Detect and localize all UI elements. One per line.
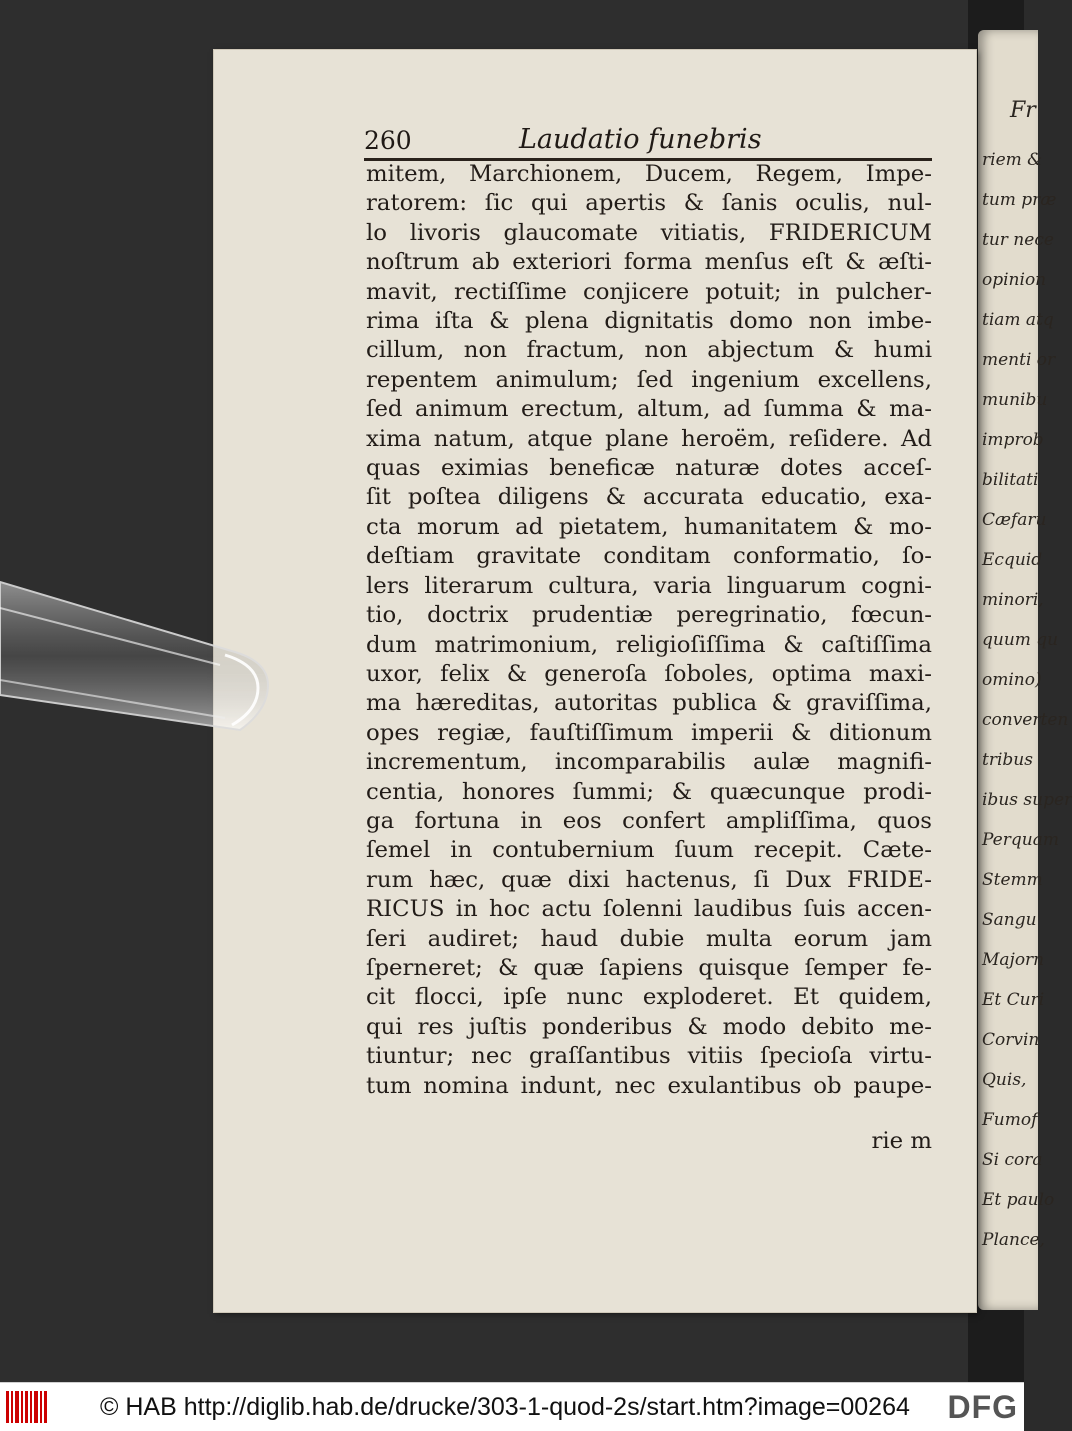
text-line: mitem, Marchionem, Ducem, Regem, Impe-	[366, 161, 932, 187]
facing-line: Ecquid	[982, 550, 1043, 570]
facing-line: Sangu	[982, 910, 1037, 930]
body-text	[366, 160, 932, 1101]
viewer-footer	[0, 1382, 1024, 1431]
facing-line: Plance,	[982, 1230, 1045, 1250]
text-line: lo livoris glaucomate vitiatis, FRIDERICUM	[366, 219, 932, 246]
text-line: cit flocci, ipſe nunc exploderet. Et quidem,	[366, 984, 932, 1011]
text-line: ſit poſtea diligens & accurata educatio, exa-	[366, 484, 932, 511]
text-line: ratorem: ſic qui apertis & ſanis oculis, nul-	[366, 190, 932, 217]
facing-line: Majorn	[982, 950, 1045, 970]
facing-line: munibu	[982, 390, 1048, 410]
text-line: deſtiam gravitate conditam conformatio, ſo-	[366, 543, 932, 570]
text-line: RICUS in hoc actu ſolenni laudibus ſuis accen-	[366, 896, 932, 923]
text-line: xima natum, atque plane heroëm, reſidere. Ad	[366, 425, 932, 452]
text-line: opes regiæ, fauſtiſſimum imperii & ditionum	[366, 719, 932, 746]
facing-line: Et Curi	[982, 990, 1045, 1010]
facing-line: bilitati	[982, 470, 1039, 490]
text-line: tio, doctrix prudentiæ peregrinatio, fœcun-	[366, 602, 932, 629]
text-line: repentem animulum; ſed ingenium excellens,	[366, 366, 932, 393]
text-line: ga fortuna in eos confert ampliſſima, quos	[366, 807, 932, 834]
facing-line: Quis,	[982, 1070, 1027, 1090]
facing-line: tur nece	[982, 230, 1054, 250]
text-line: quas eximias beneficæ naturæ dotes acceſ-	[366, 455, 932, 482]
running-title: Laudatio funebris	[519, 124, 762, 155]
text-line: rum hæc, quæ dixi hactenus, ſi Dux FRIDE-	[366, 866, 932, 893]
text-line: cillum, non fractum, non abjectum & humi	[366, 337, 932, 364]
facing-line: tribus	[982, 750, 1033, 770]
facing-line: riem &	[982, 150, 1043, 170]
glass-clip-icon	[0, 570, 275, 750]
text-line: incrementum, incomparabilis aulæ magnifi-	[366, 749, 932, 776]
facing-line: Corvin	[982, 1030, 1040, 1050]
text-line: uxor, felix & generoſa ſoboles, optima maxi-	[366, 660, 932, 687]
facing-line: tum præ	[982, 190, 1057, 210]
page-number: 260	[364, 126, 412, 155]
page-header	[364, 120, 954, 160]
facing-line: Et paulo	[982, 1190, 1055, 1210]
text-line: tiuntur; nec graſſantibus vitiis ſpecioſa virtu-	[366, 1043, 932, 1070]
text-line: mavit, rectiſſime conjicere potuit; in pulcher-	[366, 278, 932, 305]
facing-header: Fr	[1010, 98, 1036, 123]
facing-line: minori,	[982, 590, 1044, 610]
text-line: cta morum ad pietatem, humanitatem & mo-	[366, 513, 932, 540]
text-line: rima iſta & plena dignitatis domo non imbe-	[366, 308, 932, 335]
facing-line: converten	[982, 710, 1069, 730]
text-line: qui res juſtis ponderibus & modo debito me-	[366, 1013, 932, 1040]
text-line: ma hæreditas, autoritas publica & graviſſima,	[366, 690, 932, 717]
text-line: ſperneret; & quæ ſapiens quisque ſemper fe-	[366, 954, 932, 981]
text-line: ſeri audiret; haud dubie multa eorum jam	[366, 925, 932, 952]
credit-link[interactable]: © HAB http://diglib.hab.de/drucke/303-1-quod-2s/start.htm?image=00264	[100, 1393, 910, 1421]
text-line: centia, honores ſummi; & quæcunque prodi-	[366, 778, 932, 805]
book-page	[214, 50, 976, 1312]
facing-line: omino)	[982, 670, 1042, 690]
facing-line: menti or	[982, 350, 1056, 370]
facing-line: Si cora	[982, 1150, 1043, 1170]
facing-line: Fumof	[982, 1110, 1038, 1130]
facing-page	[978, 30, 1072, 1310]
dfg-logo: DFG	[947, 1389, 1018, 1425]
facing-line: improb	[982, 430, 1044, 450]
facing-line: Stemm	[982, 870, 1043, 890]
text-line: dum matrimonium, religioſiſſima & caſtiſſima	[366, 631, 932, 658]
facing-line: opinion	[982, 270, 1047, 290]
text-line: tum nomina indunt, nec exulantibus ob paupe-	[366, 1072, 932, 1099]
text-line: lers literarum cultura, varia linguarum cogni-	[366, 572, 932, 599]
barcode-icon	[6, 1391, 48, 1423]
catchword: rie m	[871, 1128, 932, 1154]
text-line: ſed animum erectum, altum, ad ſumma & ma-	[366, 396, 932, 423]
facing-line: Cæfaru	[982, 510, 1047, 530]
facing-line: quum qu	[982, 630, 1059, 650]
facing-line: tiam atq	[982, 310, 1054, 330]
facing-line: Perquam	[982, 830, 1059, 850]
text-line: ſemel in contubernium ſuum recepit. Cæte-	[366, 837, 932, 864]
facing-line: ibus super	[982, 790, 1072, 810]
text-line: noſtrum ab exteriori forma menſus eſt & æſti-	[366, 249, 932, 276]
